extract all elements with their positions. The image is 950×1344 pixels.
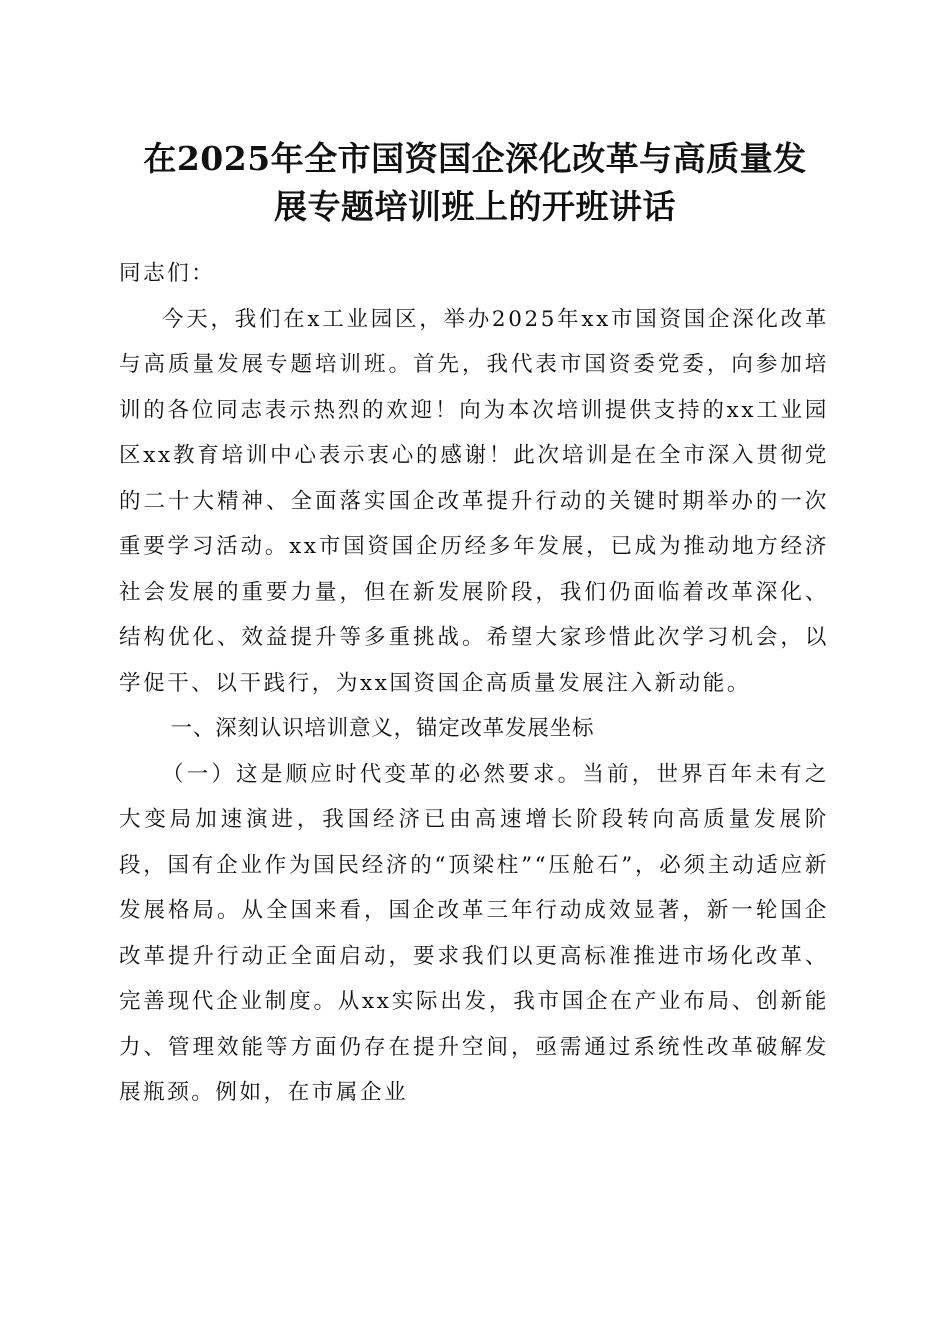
subsection-1-body: 当前，世界百年未有之大变局加速演进，我国经济已由高速增长阶段转向高质量发展阶段，国有企业作为国民经济的“顶梁柱”“压舱石”，必须主动适应新发展格局。从全国来看，国企改革三年行动成效显著，新一轮国企改革提升行动正全面启动，要求我们以更高标准推进市场化改革、完善现代企业制度。从xx实际出发，我市国企在产业布局、创新能力、管理效能等方面仍存在提升空间，亟需通过系统性改革破解发展瓶颈。例如，在市属企业: [119, 761, 829, 1105]
title-line-2: 展专题培训班上的开班讲话: [274, 187, 676, 226]
subsection-1-heading: （一）这是顺应时代变革的必然要求。: [162, 761, 583, 787]
title-line-1: 在2025年全市国资国企深化改革与高质量发: [143, 139, 807, 178]
document-title: [100, 135, 850, 231]
subsection-1-paragraph: [119, 752, 829, 1116]
document-body: [119, 251, 829, 1116]
intro-paragraph: 今天，我们在x工业园区，举办2025年xx市国资国企深化改革与高质量发展专题培训班。首先，我代表市国资委党委，向参加培训的各位同志表示热烈的欢迎！向为本次培训提供支持的xx工业园区xx教育培训中心表示衷心的感谢！此次培训是在全市深入贯彻党的二十大精神、全面落实国企改革提升行动的关键时期举办的一次重要学习活动。xx市国资国企历经多年发展，已成为推动地方经济社会发展的重要力量，但在新发展阶段，我们仍面临着改革深化、结构优化、效益提升等多重挑战。希望大家珍惜此次学习机会，以学促干、以干践行，为xx国资国企高质量发展注入新动能。: [119, 306, 829, 696]
salutation: 同志们：: [119, 261, 216, 286]
section-1-heading: 一、深刻认识培训意义，锚定改革发展坐标: [170, 716, 595, 741]
